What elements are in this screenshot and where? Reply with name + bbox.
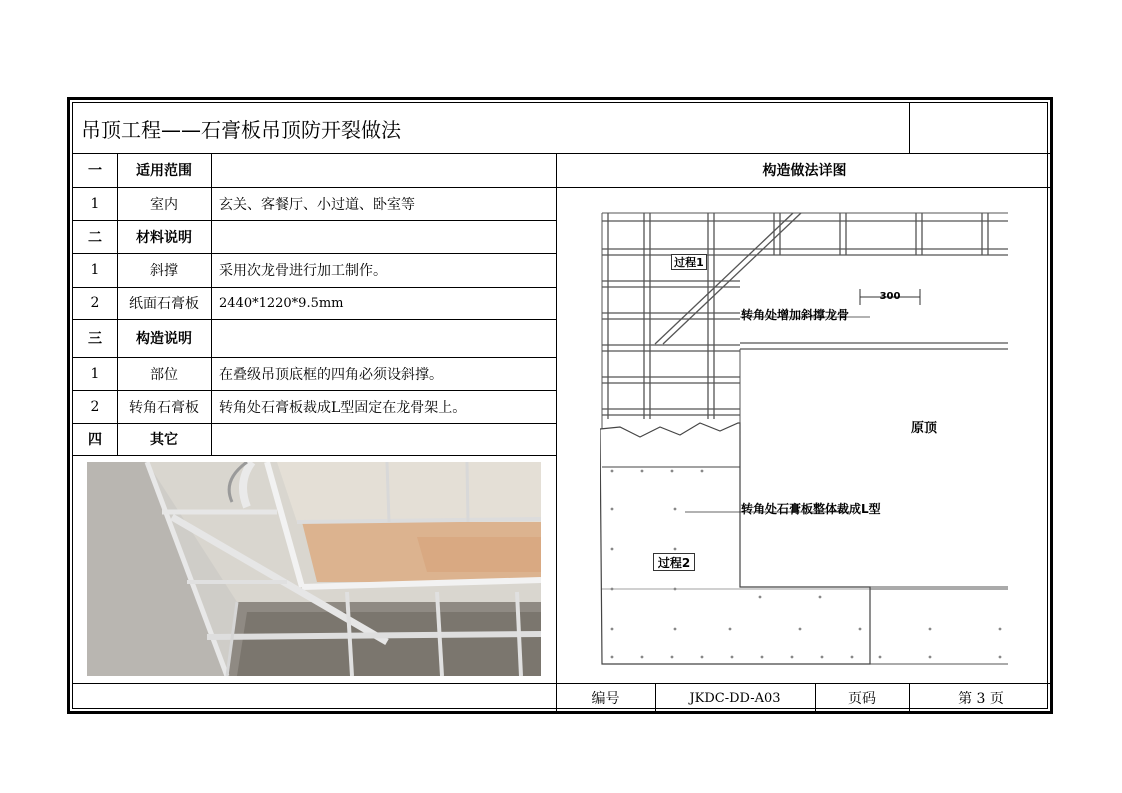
original-ceiling-label: 原顶: [910, 420, 937, 436]
row-number: 2: [90, 398, 100, 415]
note-corner-brace: 转角处增加斜撑龙骨: [741, 307, 850, 322]
section-label: 其它: [150, 432, 178, 448]
dimension-300: 300: [879, 290, 901, 302]
row-number: 1: [90, 195, 100, 212]
footer-code-value: JKDC-DD-A03: [689, 690, 781, 706]
rule: [73, 455, 556, 456]
footer-code-label: 编号: [591, 691, 620, 707]
row-name: 纸面石膏板: [129, 296, 199, 312]
title-divider: [909, 103, 910, 153]
process-2-label: 过程2: [653, 553, 695, 571]
section-label: 构造说明: [136, 331, 192, 347]
row-number: 2: [90, 295, 100, 311]
sheet-title: 吊顶工程——石膏板吊顶防开裂做法: [81, 117, 401, 142]
section-number: 二: [88, 229, 102, 246]
sheet-inner-frame: [72, 102, 1048, 709]
row-name: 转角石膏板: [129, 399, 199, 416]
construction-detail-drawing: [600, 209, 1010, 669]
rule: [556, 187, 1053, 188]
footer-page-value: 第 3 页: [958, 691, 1004, 707]
section-number: 三: [88, 331, 102, 347]
section-label: 材料说明: [136, 229, 192, 246]
row-number: 1: [90, 365, 100, 382]
process-1-label: 过程1: [671, 254, 707, 270]
row-name: 斜撑: [150, 263, 178, 279]
note-l-shaped-board: 转角处石膏板整体裁成L型: [741, 501, 881, 516]
drawing-sheet: [67, 97, 1053, 714]
column-divider: [556, 153, 557, 713]
row-description: 转角处石膏板裁成L型固定在龙骨架上。: [219, 399, 467, 416]
footer-page-label: 页码: [848, 691, 876, 707]
row-number: 1: [90, 262, 100, 278]
row-description: 2440*1220*9.5mm: [219, 295, 344, 311]
site-photo: [87, 462, 541, 676]
row-name: 部位: [150, 366, 178, 383]
diagram-header: 构造做法详图: [762, 163, 847, 179]
section-label: 适用范围: [136, 163, 192, 179]
row-description: 在叠级吊顶底框的四角必须设斜撑。: [219, 366, 443, 383]
section-number: 四: [88, 432, 102, 448]
row-description: 玄关、客餐厅、小过道、卧室等: [219, 196, 415, 213]
site-photo-illustration: [87, 462, 541, 676]
section-number: 一: [88, 163, 102, 179]
row-name: 室内: [150, 196, 178, 213]
row-description: 采用次龙骨进行加工制作。: [219, 263, 387, 279]
